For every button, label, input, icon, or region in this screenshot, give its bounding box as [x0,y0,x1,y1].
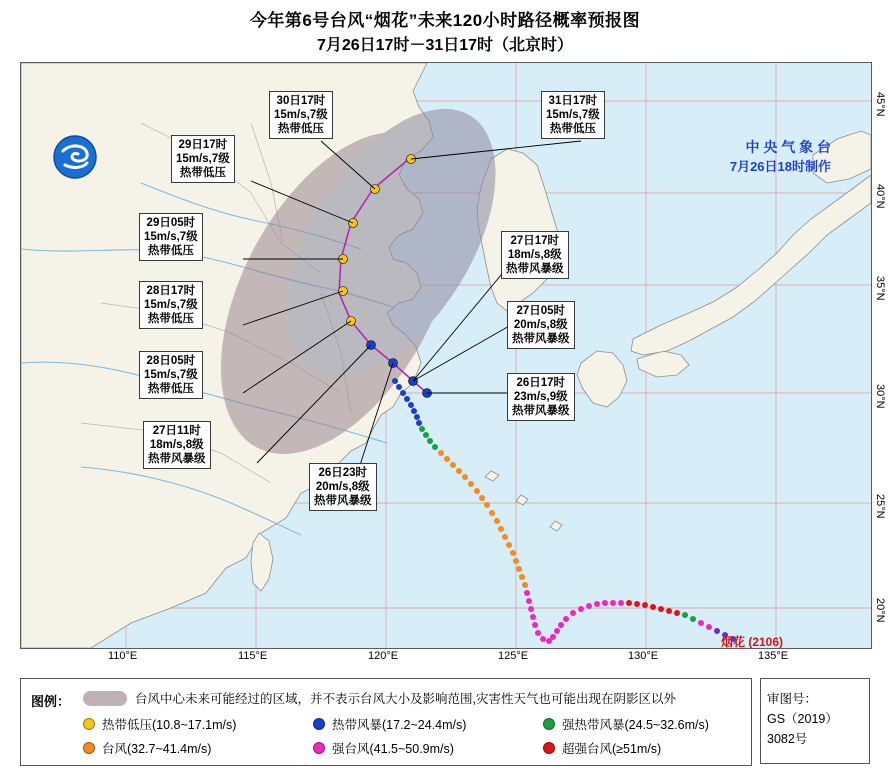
legend-label-ts: 热带风暴(17.2~24.4m/s) [332,718,467,732]
axis-y-tick-25n: 25°N [874,494,886,519]
page-title [0,8,890,58]
legend-item-td [83,715,313,733]
title-line-1: 今年第6号台风“烟花”未来120小时路径概率预报图 [249,11,641,30]
legend-item-ty [83,739,313,757]
axis-y-tick-30n: 30°N [874,384,886,409]
legend-items-grid [83,715,743,757]
callout-27d17: 27日17时 18m/s,8级 热带风暴级 [501,231,569,279]
callout-28d05: 28日05时 15m/s,7级 热带低压 [139,351,203,399]
approval-label: 审图号： [767,692,818,706]
axis-y-tick-20n: 20°N [874,598,886,623]
callout-29d17: 29日17时 15m/s,7级 热带低压 [171,135,235,183]
forecast-track-dots [339,155,432,398]
cma-logo [53,135,97,179]
axis-x-tick-120e: 120°E [368,650,399,662]
legend-shading-text: 台风中心未来可能经过的区域，并不表示台风大小及影响范围,灾害性天气也可能出现在阴影区以外 [135,692,676,706]
legend-item-sty [313,739,543,757]
axis-x-tick-110e: 110°E [108,650,138,662]
legend-item-sts [543,715,743,733]
axis-x-tick-130e: 130°E [628,650,659,662]
legend-title: 图例： [31,694,71,709]
legend-label-ty: 台风(32.7~41.4m/s) [102,742,212,756]
storm-name-label: 烟花 (2106) [721,635,784,649]
legend-label-sts: 强热带风暴(24.5~32.6m/s) [562,718,709,732]
title-line-2: 7月26日17时－31日17时（北京时） [316,37,574,54]
callout-26d23: 26日23时 20m/s,8级 热带风暴级 [309,463,377,511]
axis-x-tick-125e: 125°E [498,650,529,662]
approval-number-panel [760,678,870,764]
axis-y-tick-40n: 40°N [874,184,886,209]
legend-dot-sts [543,718,555,730]
callout-30d17: 30日17时 15m/s,7级 热带低压 [269,91,333,139]
axis-x-tick-135e: 135°E [758,650,789,662]
legend-dot-superty [543,742,555,754]
callout-27d11: 27日11时 18m/s,8级 热带风暴级 [143,421,211,469]
legend-dot-td [83,718,95,730]
callout-27d05: 27日05时 20m/s,8级 热带风暴级 [507,301,575,349]
legend-label-sty: 强台风(41.5~50.9m/s) [332,742,454,756]
legend-dot-sty [313,742,325,754]
legend-item-ts [313,715,543,733]
legend-label-td: 热带低压(10.8~17.1m/s) [102,718,237,732]
legend-dot-ts [313,718,325,730]
legend-label-superty: 超强台风(≥51m/s) [562,742,662,756]
axis-y-tick-35n: 35°N [874,276,886,301]
legend-shading-row [83,689,676,707]
axis-y-tick-45n: 45°N [874,92,886,117]
legend-panel [20,678,752,766]
org-issue-time: 7月26日18时制作 [729,159,831,174]
org-title: 中 央 气 象 台 [745,139,831,155]
map-canvas[interactable] [20,62,872,649]
callout-28d17: 28日17时 15m/s,7级 热带低压 [139,281,203,329]
axis-x-tick-115e: 115°E [238,650,268,662]
callout-26d17: 26日17时 23m/s,9级 热带风暴级 [507,373,575,421]
approval-value: GS（2019）3082号 [767,712,838,746]
shading-swatch [83,691,127,706]
callout-31d17: 31日17时 15m/s,7级 热带低压 [541,91,605,139]
callout-29d05: 29日05时 15m/s,7级 热带低压 [139,213,203,261]
legend-dot-ty [83,742,95,754]
issuing-organisation [730,137,831,177]
legend-item-superty [543,739,743,757]
